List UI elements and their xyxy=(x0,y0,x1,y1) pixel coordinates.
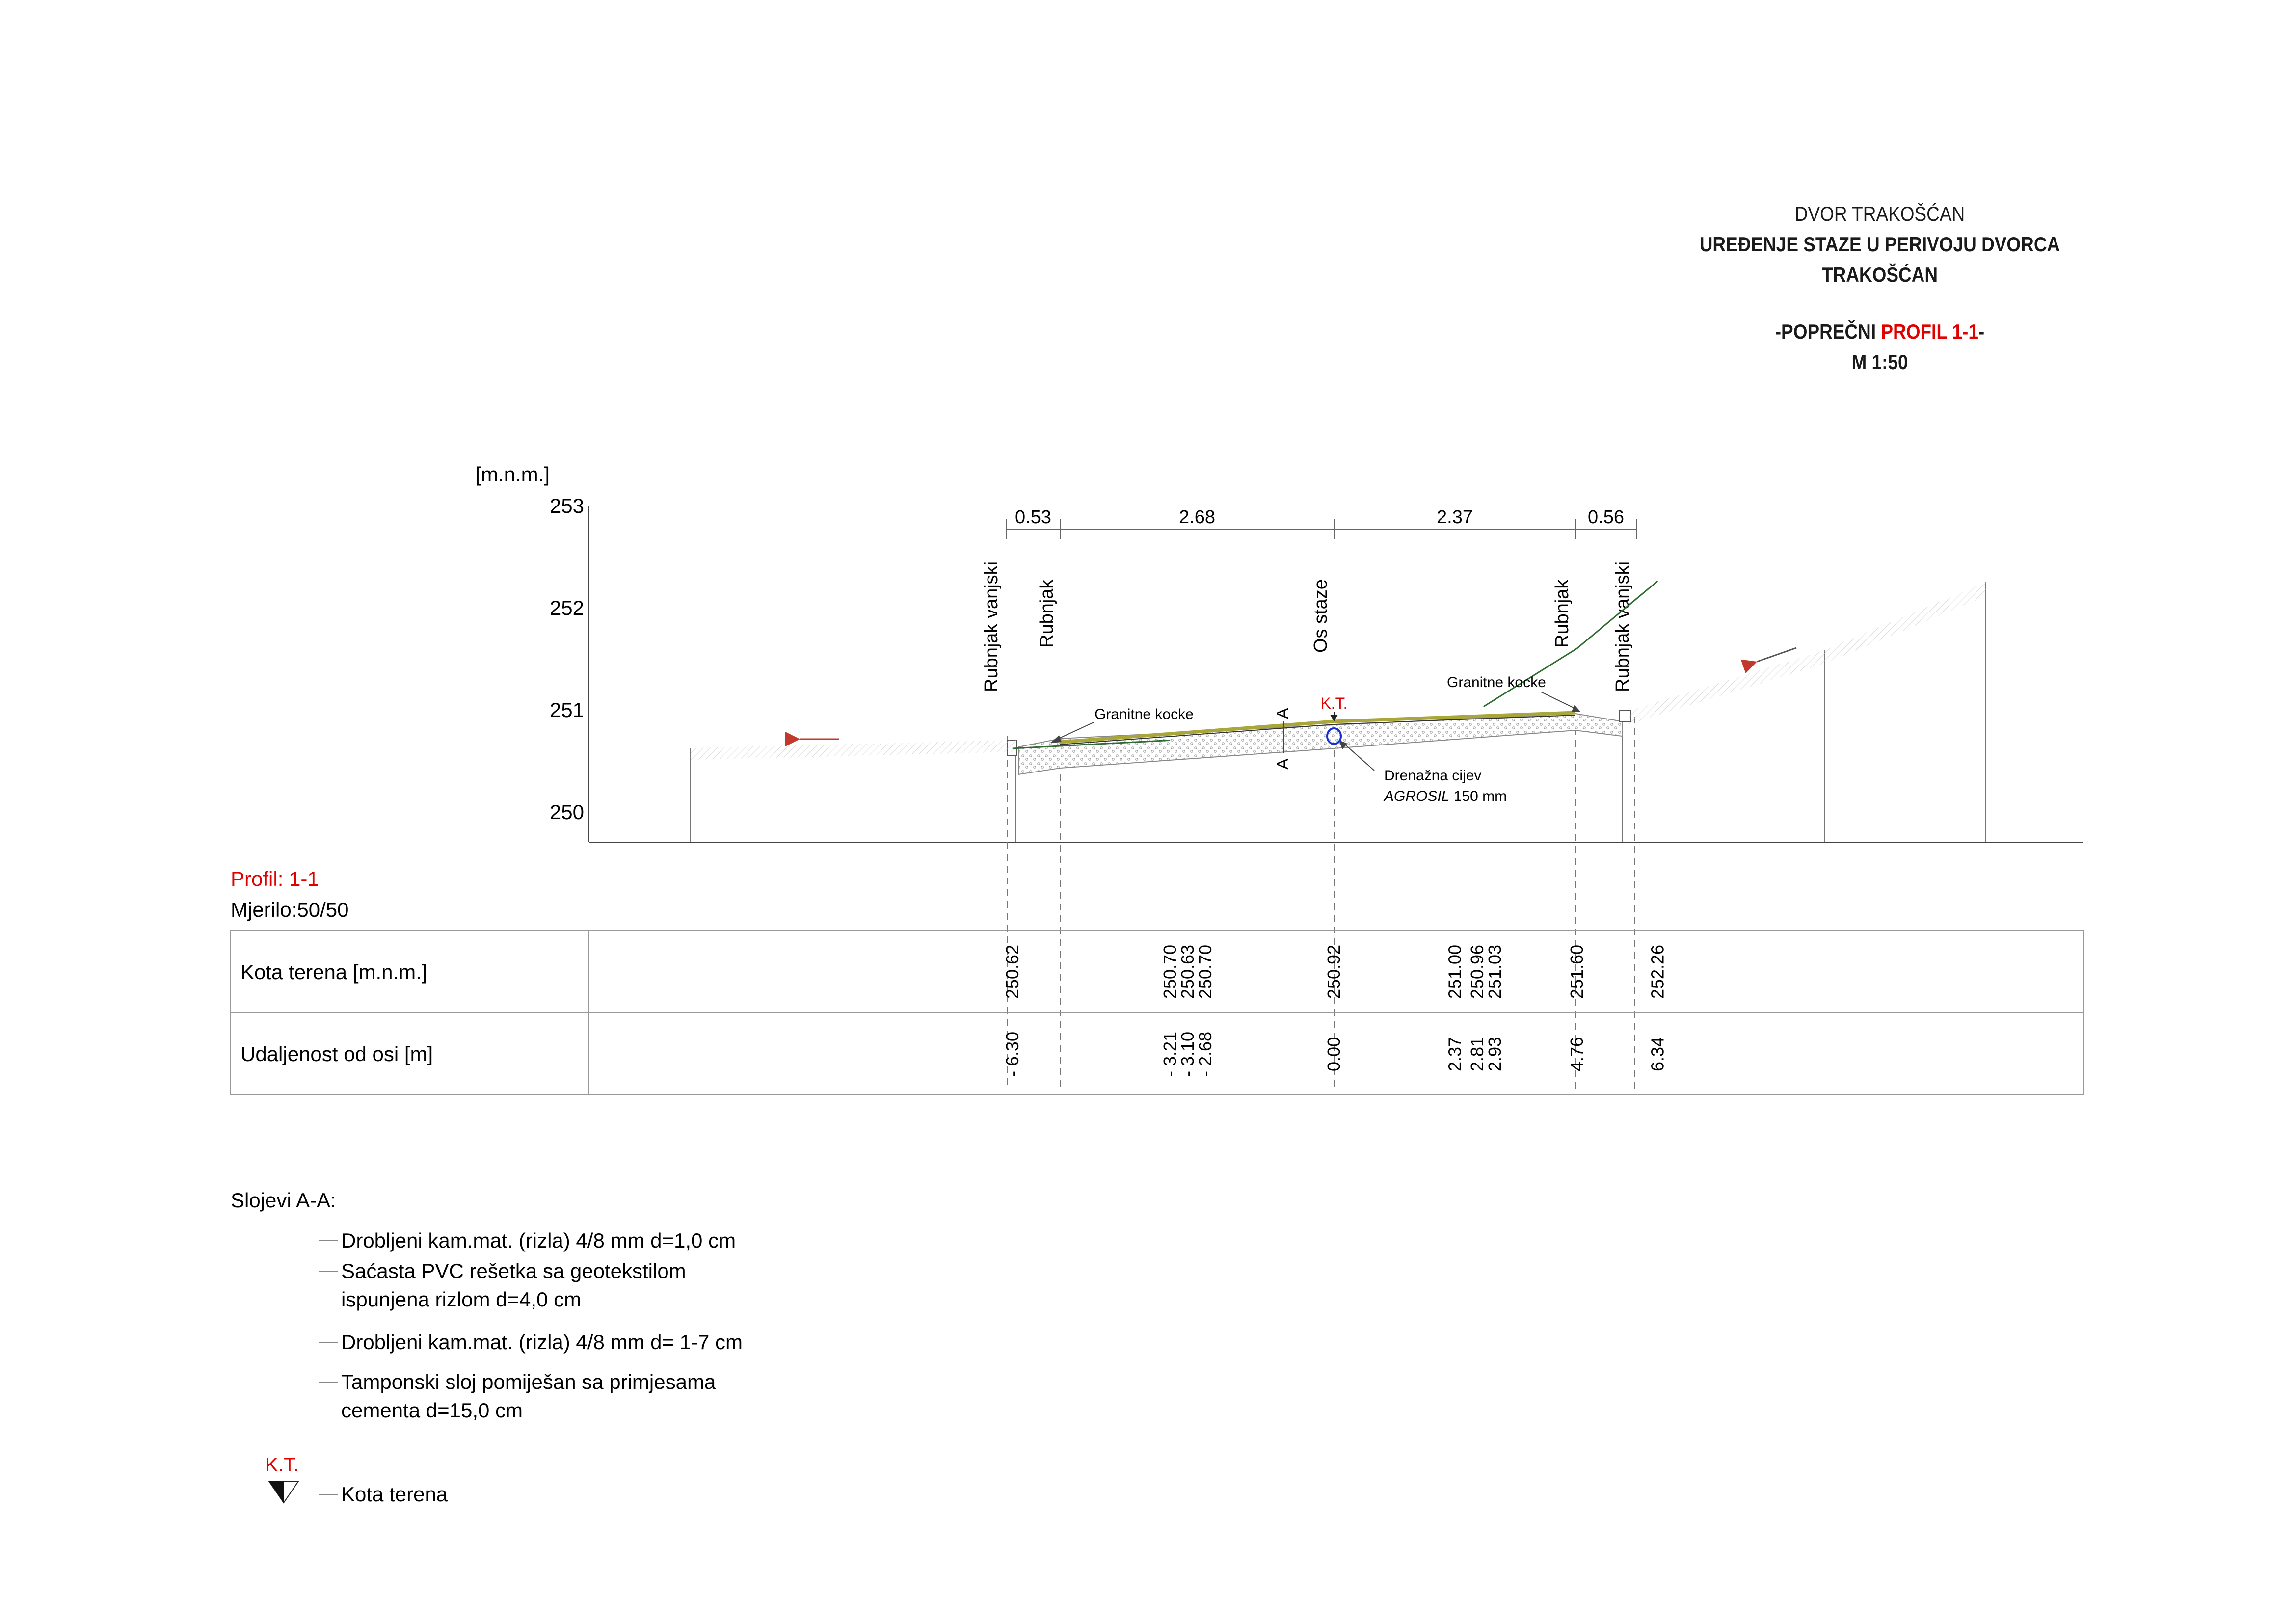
section-label-a-lower: A xyxy=(1274,758,1292,770)
table-cell-elevation: 250.92 xyxy=(1324,944,1344,999)
data-table xyxy=(231,931,2084,1094)
terrain-hatch-left xyxy=(691,740,1016,760)
legend-item-continued: cementa d=15,0 cm xyxy=(341,1399,523,1422)
guide-lines xyxy=(1007,717,1634,1090)
table-row-label-distance: Udaljenost od osi [m] xyxy=(240,1042,433,1065)
station-lines xyxy=(691,582,1986,842)
dimension-label: 0.56 xyxy=(1588,507,1624,528)
table-cell-distance: - 2.68 xyxy=(1195,1031,1216,1077)
profile-heading-prefix: -POPREČNI xyxy=(1775,320,1881,343)
vertical-labels xyxy=(981,561,1633,692)
legend-item: Saćasta PVC rešetka sa geotekstilom xyxy=(341,1259,686,1282)
flow-arrow-right xyxy=(1757,648,1796,662)
table-cell-distance: - 3.10 xyxy=(1177,1031,1198,1077)
project-subtitle-line1: UREĐENJE STAZE U PERIVOJU DVORCA xyxy=(1699,233,2060,256)
section-label-a-upper: A xyxy=(1274,708,1292,719)
dimension-label: 0.53 xyxy=(1015,507,1051,528)
drain-label-line1: Drenažna cijev xyxy=(1384,768,1482,784)
legend-item: Drobljeni kam.mat. (rizla) 4/8 mm d= 1-7 cm xyxy=(341,1331,743,1354)
curb-right xyxy=(1620,711,1630,721)
table-cell-distance: 2.93 xyxy=(1485,1037,1505,1072)
terrain-hatch-right xyxy=(1629,582,1986,724)
table-cell-distance: 2.37 xyxy=(1444,1037,1465,1072)
profile-scale: M 1:50 xyxy=(1851,350,1908,373)
y-unit-label: [m.n.m.] xyxy=(475,463,550,486)
profile-scale-label: Mjerilo:50/50 xyxy=(231,898,349,921)
table-cell-distance: - 6.30 xyxy=(1002,1031,1022,1077)
table-values xyxy=(1002,945,1668,1077)
project-title: DVOR TRAKOŠĆAN xyxy=(1794,202,1965,225)
label-rubnjak-right: Rubnjak xyxy=(1552,579,1573,648)
y-tick-251: 251 xyxy=(549,698,584,721)
table-cell-distance: 0.00 xyxy=(1324,1037,1344,1072)
table-cell-elevation: 250.62 xyxy=(1002,944,1022,999)
dimension-label: 2.68 xyxy=(1179,507,1215,528)
dimension-label: 2.37 xyxy=(1437,507,1473,528)
table-cell-distance: 4.76 xyxy=(1567,1037,1587,1072)
drain-label-brand: AGROSIL xyxy=(1384,788,1450,804)
label-rubnjak-left: Rubnjak xyxy=(1037,579,1057,648)
profile-heading-highlight: PROFIL 1-1 xyxy=(1881,320,1978,343)
drain-label-size: 150 mm xyxy=(1449,788,1507,804)
legend-kt-text: Kota terena xyxy=(341,1483,448,1506)
legend-item-continued: ispunjena rizlom d=4,0 cm xyxy=(341,1288,582,1311)
legend-item: Tamponski sloj pomiješan sa primjesama xyxy=(341,1370,716,1393)
profile-name: Profil: 1-1 xyxy=(231,867,319,890)
drain-label-line2 xyxy=(1383,788,1507,804)
legend-kt-symbol-label: K.T. xyxy=(265,1454,299,1476)
table-cell-elevation: 252.26 xyxy=(1647,944,1668,999)
legend-title: Slojevi A-A: xyxy=(231,1189,336,1212)
y-tick-250: 250 xyxy=(549,800,584,824)
table-cell-elevation: 251.00 xyxy=(1444,944,1465,999)
project-subtitle-line2: TRAKOŠĆAN xyxy=(1821,263,1938,286)
label-os-staze: Os staze xyxy=(1310,579,1331,653)
label-rubnjak-vanjski-left: Rubnjak vanjski xyxy=(981,561,1002,692)
granite-label-right: Granitne kocke xyxy=(1447,674,1546,691)
table-cell-distance: - 3.21 xyxy=(1160,1031,1180,1077)
dimension-chain xyxy=(1006,507,1637,539)
table-row-label-elevation: Kota terena [m.n.m.] xyxy=(240,960,427,984)
kt-label: K.T. xyxy=(1320,694,1348,712)
granite-label-left: Granitne kocke xyxy=(1095,706,1194,722)
label-rubnjak-vanjski-right: Rubnjak vanjski xyxy=(1612,561,1633,692)
table-cell-elevation: 251.60 xyxy=(1567,944,1587,999)
table-cell-distance: 2.81 xyxy=(1467,1037,1488,1072)
y-tick-252: 252 xyxy=(549,596,584,619)
profile-heading-suffix: - xyxy=(1978,320,1985,343)
table-cell-elevation: 250.96 xyxy=(1467,944,1488,999)
table-cell-elevation: 251.03 xyxy=(1485,944,1505,999)
table-cell-elevation: 250.63 xyxy=(1177,944,1198,999)
y-tick-253: 253 xyxy=(549,494,584,517)
table-cell-elevation: 250.70 xyxy=(1195,944,1216,999)
legend xyxy=(231,1189,743,1506)
legend-item: Drobljeni kam.mat. (rizla) 4/8 mm d=1,0 cm xyxy=(341,1229,736,1252)
table-cell-distance: 6.34 xyxy=(1647,1037,1668,1072)
table-cell-elevation: 250.70 xyxy=(1160,944,1180,999)
